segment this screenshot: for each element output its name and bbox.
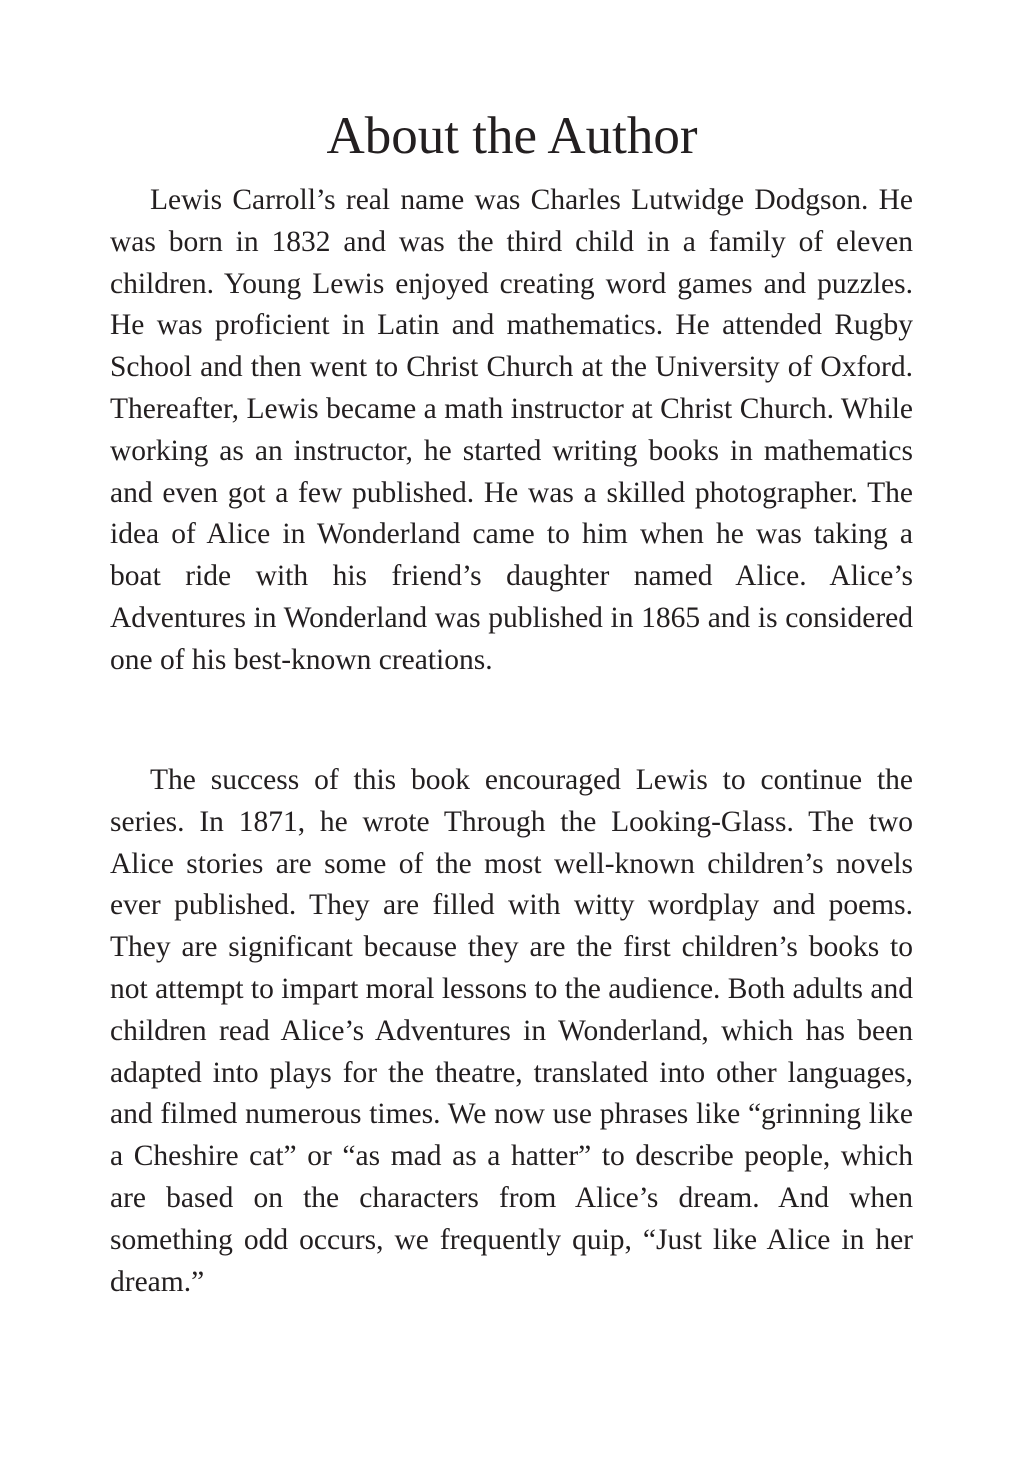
page-title: About the Author [326,107,698,165]
paragraph: Lewis Carroll’s real name was Charles Lutwidge Dodgson. He was born in 1832 and was the third child in a family of eleven children. Young Lewis enjoyed creating word games and puzzles. He was proficient in Latin and mathematics. He attended Rugby School and then went to Christ Church at the University of Oxford. Thereafter, Lewis became a math instructor at Christ Church. While working as an instructor, he started writing books in mathematics and even got a few published. He was a skilled photographer. The idea of Alice in Wonderland came to him when he was taking a boat ride with his friend’s daughter named Alice. Alice’s Adventures in Wonderland was published in 1865 and is considered one of his best-known creations. [110,184,913,676]
paragraph: The success of this book encouraged Lewis to continue the series. In 1871, he wrote Through the Looking-Glass. The two Alice stories are some of the most well-known children’s novels ever published. They are filled with witty wordplay and poems. They are significant because they are the first children’s books to not attempt to impart moral lessons to the audience. Both adults and children read Alice’s Adventures in Wonderland, which has been adapted into plays for the theatre, translated into other languages, and filmed numerous times. We now use phrases like “grinning like a Cheshire cat” or “as mad as a hatter” to describe people, which are based on the characters from Alice’s dream. And when something odd occurs, we frequently quip, “Just like Alice in her dream.” [110,764,913,1298]
paragraph-block-2 [110,760,913,1303]
paragraph-block-1 [110,180,913,682]
